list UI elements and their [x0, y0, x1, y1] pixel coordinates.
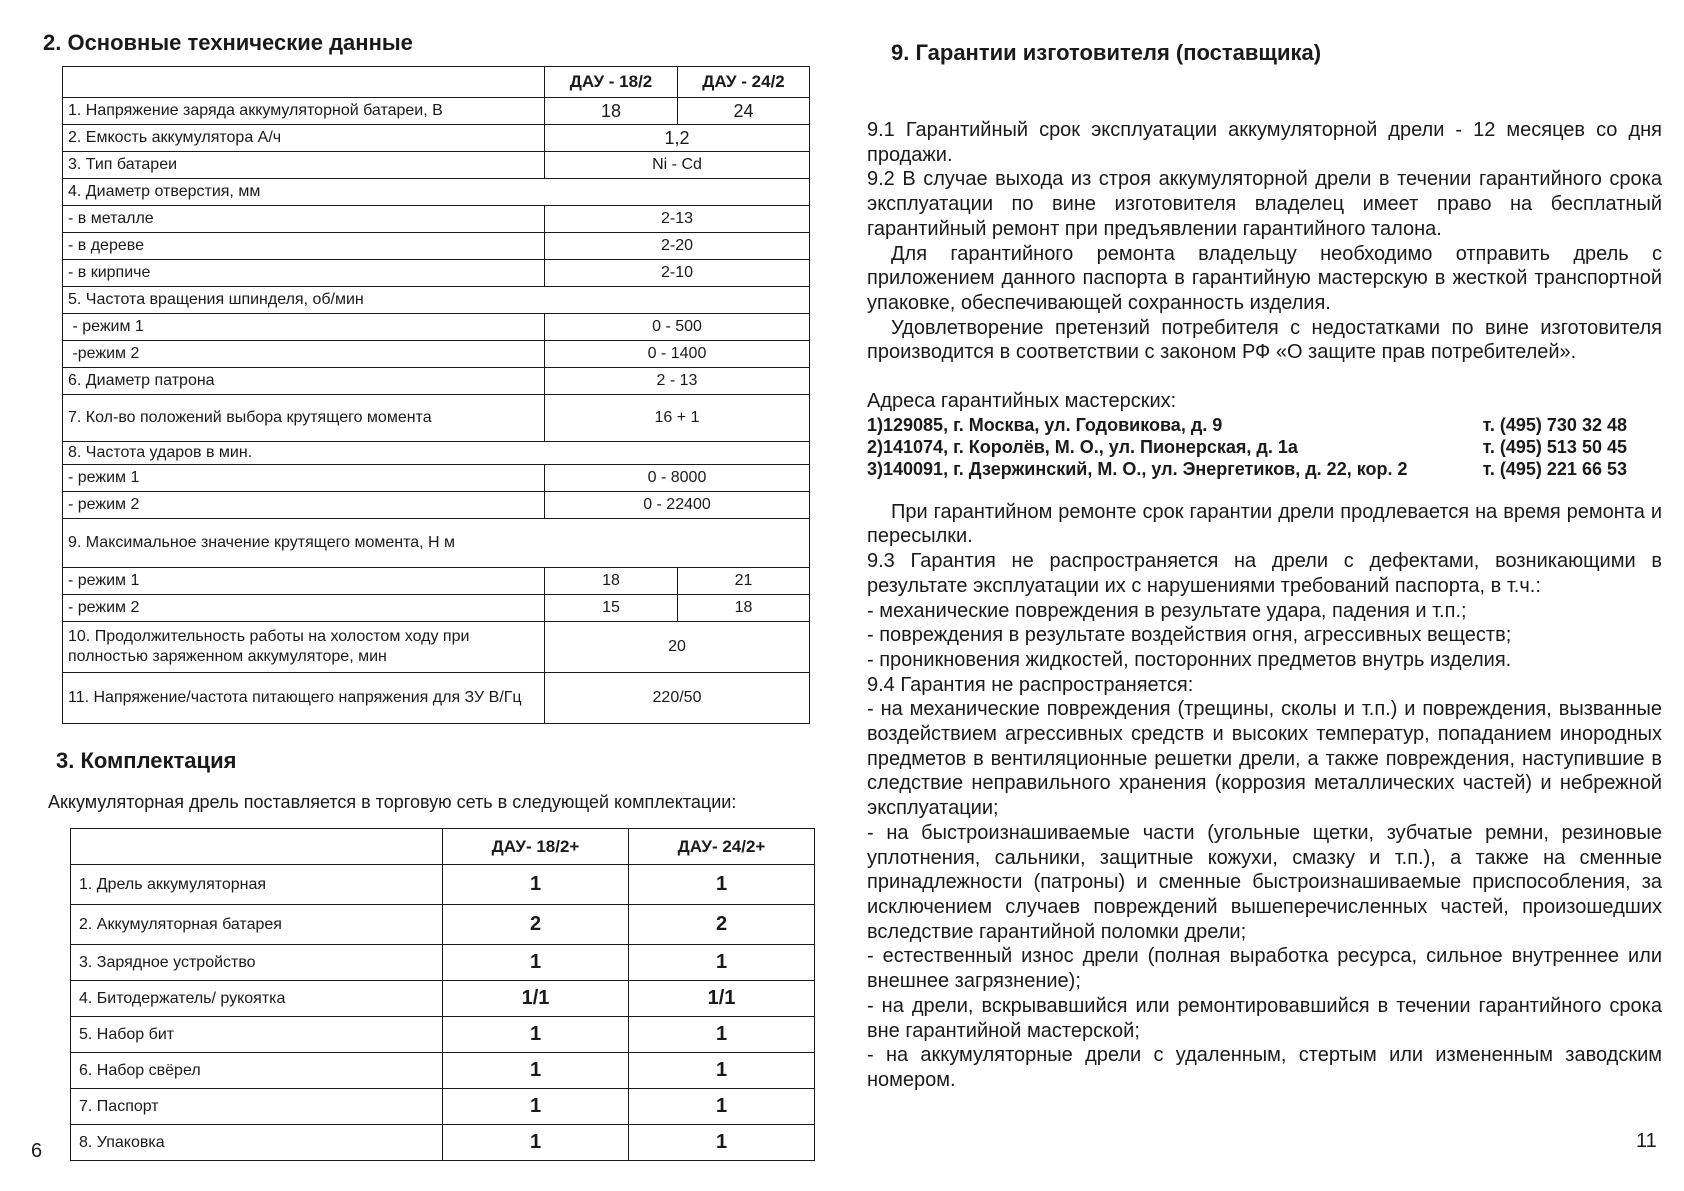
paragraph: 9.1 Гарантийный срок эксплуатации аккумуляторной дрели - 12 месяцев со дня продажи.: [867, 119, 1662, 166]
table-row: [63, 98, 810, 125]
table-row: [63, 622, 810, 673]
address: 3)140091, г. Дзержинский, М. О., ул. Энергетиков, д. 22, кор. 2: [867, 458, 1408, 479]
table-row: [63, 368, 810, 395]
row-label: - режим 1: [63, 465, 545, 492]
page-number-right: 11: [1636, 1130, 1657, 1152]
table-header-row: [63, 67, 810, 98]
row-label: 7. Паспорт: [71, 1089, 443, 1125]
kit-intro: Аккумуляторная дрель поставляется в торговую сеть в следующей комплектации:: [48, 792, 737, 812]
cell-value: 20: [545, 622, 810, 673]
table-row: [71, 1017, 815, 1053]
cell-value: 1,2: [545, 125, 810, 152]
cell-value: 2 - 13: [545, 368, 810, 395]
list-item: - механические повреждения в результате удара, падения и т.п.;: [867, 599, 1467, 622]
address-row: [867, 414, 1627, 436]
row-label: - режим 1: [63, 568, 545, 595]
cell-value: 18: [678, 595, 810, 622]
row-label: - в кирпиче: [63, 260, 545, 287]
address-row: [867, 458, 1627, 480]
phone: т. (495) 730 32 48: [1482, 414, 1627, 435]
row-label: - режим 2: [63, 492, 545, 519]
row-label: 6. Диаметр патрона: [63, 368, 545, 395]
cell-value: 2-20: [545, 233, 810, 260]
list-item: - проникновения жидкостей, посторонних предметов внутрь изделия.: [867, 648, 1512, 671]
table-row: [63, 125, 810, 152]
cell-value: 1: [629, 1125, 815, 1161]
phone: т. (495) 513 50 45: [1482, 436, 1627, 457]
paragraph: При гарантийном ремонте срок гарантии дрели продлевается на время ремонта и пересылки.: [867, 500, 1662, 548]
list-item: - естественный износ дрели (полная выработка ресурса, сильное внутреннее или внешнее загрязнение);: [867, 945, 1662, 993]
row-label: - в дереве: [63, 233, 545, 260]
cell-value: 1: [629, 1089, 815, 1125]
table-row: [63, 442, 810, 465]
table-row: [63, 341, 810, 368]
table-row: [63, 395, 810, 442]
cell-value: 1: [443, 1017, 629, 1053]
table-row: [63, 314, 810, 341]
table-header-row: [71, 829, 815, 865]
section9-title: 9. Гарантии изготовителя (поставщика): [891, 40, 1322, 65]
cell-value: 1/1: [629, 981, 815, 1017]
list-item: - на дрели, вскрывавшийся или ремонтировавшийся в течении гарантийного срока вне гарантийной мастерской;: [867, 994, 1662, 1042]
cell-value: 18: [545, 98, 678, 125]
row-label: 2. Аккумуляторная батарея: [71, 905, 443, 945]
table-row: [63, 673, 810, 724]
table-row: [63, 179, 810, 206]
list-item: - на механические повреждения (трещины, сколы и т.п.) и повреждения, вызванные воздействием агрессивных средств и высоких температур, попаданием инородных предметов в вентиляционные решетки дрели, а также повреждения, наступившие в следствие неправильного хранения (коррозия металлических частей) и небрежной эксплуатации;: [867, 698, 1662, 820]
cell-value: 1: [443, 1089, 629, 1125]
cell-value: 1: [443, 1125, 629, 1161]
cell-value: 0 - 8000: [545, 465, 810, 492]
section2-title: 2. Основные технические данные: [43, 30, 413, 55]
table-row: [63, 568, 810, 595]
kit-table: [70, 828, 815, 1161]
cell-value: 15: [545, 595, 678, 622]
cell-value: 1: [629, 945, 815, 981]
page-number-left: 6: [31, 1140, 43, 1162]
row-label: 5. Частота вращения шпинделя, об/мин: [63, 287, 810, 314]
row-label: 8. Частота ударов в мин.: [63, 442, 810, 465]
paragraph: Удовлетворение претензий потребителя с недостатками по вине изготовителя производится в соответствии с законом РФ «О защите прав потребителей».: [867, 316, 1662, 364]
row-label: 4. Битодержатель/ рукоятка: [71, 981, 443, 1017]
cell-value: 0 - 1400: [545, 341, 810, 368]
address-row: [867, 436, 1627, 458]
table-row: [63, 595, 810, 622]
row-label: 11. Напряжение/частота питающего напряжения для ЗУ В/Гц: [63, 673, 545, 724]
table-row: [71, 865, 815, 905]
table-row: [63, 519, 810, 568]
table-row: [63, 206, 810, 233]
row-label: 6. Набор свёрел: [71, 1053, 443, 1089]
cell-value: 2-13: [545, 206, 810, 233]
addresses-title: Адреса гарантийных мастерских:: [867, 390, 1177, 413]
row-label: - режим 1: [63, 314, 545, 341]
row-label: - режим 2: [63, 595, 545, 622]
column-header: ДАУ- 24/2+: [629, 829, 815, 865]
table-row: [63, 233, 810, 260]
row-label: 3. Зарядное устройство: [71, 945, 443, 981]
row-label: 5. Набор бит: [71, 1017, 443, 1053]
cell-value: 21: [678, 568, 810, 595]
row-label: 1. Напряжение заряда аккумуляторной батареи, В: [63, 98, 545, 125]
address-list: [867, 414, 1662, 480]
paragraph: Для гарантийного ремонта владельцу необходимо отправить дрель с приложением данного паспорта в гарантийную мастерскую в жесткой транспортной упаковке, обеспечивающей сохранность изделия.: [867, 242, 1662, 314]
cell-value: 1: [629, 1053, 815, 1089]
column-header: ДАУ - 18/2: [545, 67, 678, 98]
cell-value: 1: [629, 1017, 815, 1053]
row-label: -режим 2: [63, 341, 545, 368]
table-row: [71, 1125, 815, 1161]
cell-value: 1: [443, 865, 629, 905]
cell-value: Ni - Cd: [545, 152, 810, 179]
list-item: - на быстроизнашиваемые части (угольные щетки, зубчатые ремни, резиновые уплотнения, сальники, защитные кожухи, смазку и т.п.), а также на сменные принадлежности (патроны) и сменные быстроизнашиваемые приспособления, за исключением случаев повреждений вышеперечисленных частей, произошедших вследствие гарантийной поломки дрели;: [867, 821, 1662, 943]
table-row: [71, 981, 815, 1017]
cell-value: 2: [443, 905, 629, 945]
cell-value: 2-10: [545, 260, 810, 287]
column-header: ДАУ - 24/2: [678, 67, 810, 98]
row-label: 9. Максимальное значение крутящего момента, Н м: [63, 519, 810, 568]
phone: т. (495) 221 66 53: [1482, 458, 1627, 479]
table-row: [63, 287, 810, 314]
cell-value: 0 - 22400: [545, 492, 810, 519]
row-label: 4. Диаметр отверстия, мм: [63, 179, 810, 206]
row-label: 3. Тип батареи: [63, 152, 545, 179]
table-row: [63, 492, 810, 519]
row-label: 7. Кол-во положений выбора крутящего момента: [63, 395, 545, 442]
cell-value: 24: [678, 98, 810, 125]
section3-title: 3. Комплектация: [56, 748, 237, 773]
address: 2)141074, г. Королёв, М. О., ул. Пионерская, д. 1а: [867, 436, 1298, 457]
cell-value: 1: [629, 865, 815, 905]
cell-value: 16 + 1: [545, 395, 810, 442]
cell-value: 1: [443, 1053, 629, 1089]
cell-value: 1: [443, 945, 629, 981]
row-label: 1. Дрель аккумуляторная: [71, 865, 443, 905]
table-row: [71, 1089, 815, 1125]
cell-value: 2: [629, 905, 815, 945]
address: 1)129085, г. Москва, ул. Годовикова, д. 9: [867, 414, 1223, 435]
row-label: - в металле: [63, 206, 545, 233]
table-row: [71, 1053, 815, 1089]
table-row: [63, 465, 810, 492]
table-row: [71, 905, 815, 945]
row-label: 8. Упаковка: [71, 1125, 443, 1161]
paragraph: 9.2 В случае выхода из строя аккумуляторной дрели в течении гарантийного срока эксплуатации по вине изготовителя владелец имеет право на бесплатный гарантийный ремонт при предъявлении гарантийного талона.: [867, 168, 1662, 240]
cell-value: 220/50: [545, 673, 810, 724]
list-item: - на аккумуляторные дрели с удаленным, стертым или измененным заводским номером.: [867, 1044, 1662, 1091]
column-header: ДАУ- 18/2+: [443, 829, 629, 865]
cell-value: 0 - 500: [545, 314, 810, 341]
row-label: 10. Продолжительность работы на холостом ходу при полностью заряженном аккумуляторе, мин: [63, 622, 545, 673]
table-row: [71, 945, 815, 981]
list-item: - повреждения в результате воздействия огня, агрессивных веществ;: [867, 624, 1512, 647]
cell-value: 18: [545, 568, 678, 595]
warranty-text: [867, 118, 1662, 1093]
tech-spec-table: [62, 66, 810, 724]
table-row: [63, 152, 810, 179]
row-label: 2. Емкость аккумулятора А/ч: [63, 125, 545, 152]
paragraph: 9.4 Гарантия не распространяется:: [867, 673, 1194, 696]
paragraph: 9.3 Гарантия не распространяется на дрели с дефектами, возникающими в результате эксплуатации их с нарушениями требований паспорта, в т.ч.:: [867, 550, 1662, 597]
table-row: [63, 260, 810, 287]
cell-value: 1/1: [443, 981, 629, 1017]
